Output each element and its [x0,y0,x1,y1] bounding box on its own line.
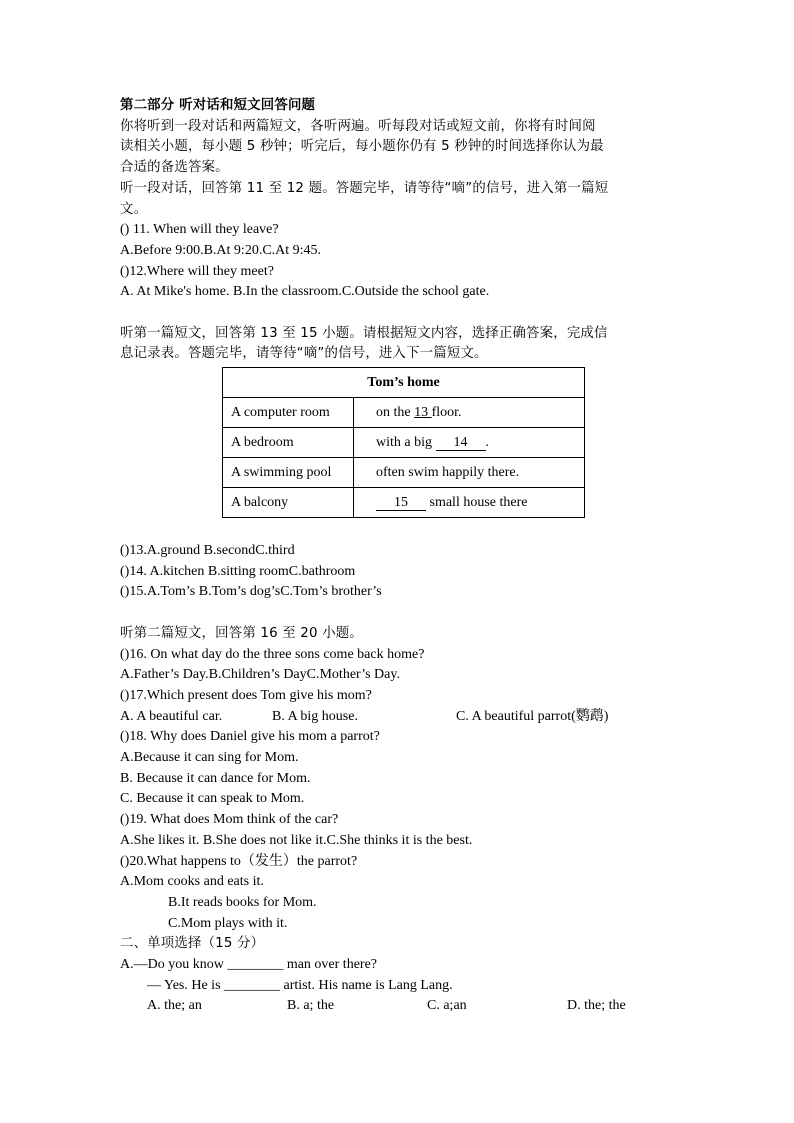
q17-option-a: A. A beautiful car. [120,708,223,724]
q19-question: ()19. What does Mom think of the car? [120,812,339,828]
table-row [223,428,585,458]
choice-q1-line-2: — Yes. He is ________ artist. His name is Lang Lang. [147,977,453,993]
document-page [120,96,680,365]
toms-home-table [222,367,585,518]
q20-question: ()20.What happens to（发生）the parrot? [120,853,358,869]
q14: ()14. A.kitchen B.sitting roomC.bathroom [120,563,356,579]
choice-section-title: 二、单项选择（15 分） [120,936,265,952]
choice-q1-line-1: A.—Do you know ________ man over there? [120,957,378,973]
q17-options [120,707,680,728]
q17-option-c: C. A beautiful parrot(鹦鹉) [456,708,609,724]
q19-options: A.She likes it. B.She does not like it.C.She thinks it is the best. [120,832,473,848]
q20-option-b: B.It reads books for Mom. [168,894,317,910]
table-place: A bedroom [223,428,354,458]
table-row [223,458,585,488]
table-place: A swimming pool [223,458,354,488]
table-detail: 15 small house there [354,488,585,518]
q18-option-a: A.Because it can sing for Mom. [120,750,299,766]
table-detail: often swim happily there. [354,458,585,488]
q12-question: ()12.Where will they meet? [120,263,274,279]
q18-option-b: B. Because it can dance for Mom. [120,770,311,786]
table-header: Tom’s home [223,368,585,398]
blank-15: 15 [376,496,426,511]
passage1-intro-line-1: 听第一篇短文，回答第 13 至 15 小题。请根据短文内容，选择正确答案，完成信 [120,325,608,341]
choice-q1-options [120,996,680,1017]
q18-question: ()18. Why does Daniel give his mom a parrot? [120,729,380,745]
choice-option-d: D. the; the [567,998,626,1014]
document-page-lower [120,541,680,1017]
passage1-intro-line-2: 息记录表。答题完毕，请等待“嘀”的信号，进入下一篇短文。 [120,346,488,362]
table-detail: on the 13 floor. [354,398,585,428]
table-row [223,398,585,428]
choice-option-b: B. a; the [287,998,335,1014]
q11-question: () 11. When will they leave? [120,222,279,238]
q11-options: A.Before 9:00.B.At 9:20.C.At 9:45. [120,242,322,258]
intro-line-3: 合适的备选答案。 [120,160,229,176]
intro-line-2: 读相关小题，每小题 5 秒钟；听完后，每小题你仍有 5 秒钟的时间选择你认为最 [120,139,604,155]
passage2-intro: 听第二篇短文，回答第 16 至 20 小题。 [120,625,363,641]
q16-options: A.Father’s Day.B.Children’s DayC.Mother’s Day. [120,667,400,683]
q20-option-c: C.Mom plays with it. [168,915,288,931]
table-detail: with a big 14 . [354,428,585,458]
intro-line-1: 你将听到一段对话和两篇短文，各听两遍。听每段对话或短文前，你将有时间阅 [120,118,596,134]
q20-option-a: A.Mom cooks and eats it. [120,874,264,890]
table-place: A computer room [223,398,354,428]
q17-question: ()17.Which present does Tom give his mom? [120,687,372,703]
table-place: A balcony [223,488,354,518]
section-title: 第二部分 听对话和短文回答问题 [120,98,316,113]
table-row [223,488,585,518]
blank-14: 14 [436,436,486,451]
q15: ()15.A.Tom’s B.Tom’s dog’sC.Tom’s brother’s [120,584,382,600]
q18-option-c: C. Because it can speak to Mom. [120,791,305,807]
q17-option-b: B. A big house. [272,708,358,724]
q16-question: ()16. On what day do the three sons come back home? [120,646,425,662]
blank-13: 13 [414,404,432,420]
q13: ()13.A.ground B.secondC.third [120,543,295,558]
dialog-intro-line-1: 听一段对话，回答第 11 至 12 题。答题完毕，请等待“嘀”的信号，进入第一篇短 [120,180,609,196]
q12-options: A. At Mike's home. B.In the classroom.C.Outside the school gate. [120,284,490,300]
choice-option-a: A. the; an [147,998,202,1014]
dialog-intro-line-2: 文。 [120,201,148,217]
choice-option-c: C. a;an [427,998,467,1014]
